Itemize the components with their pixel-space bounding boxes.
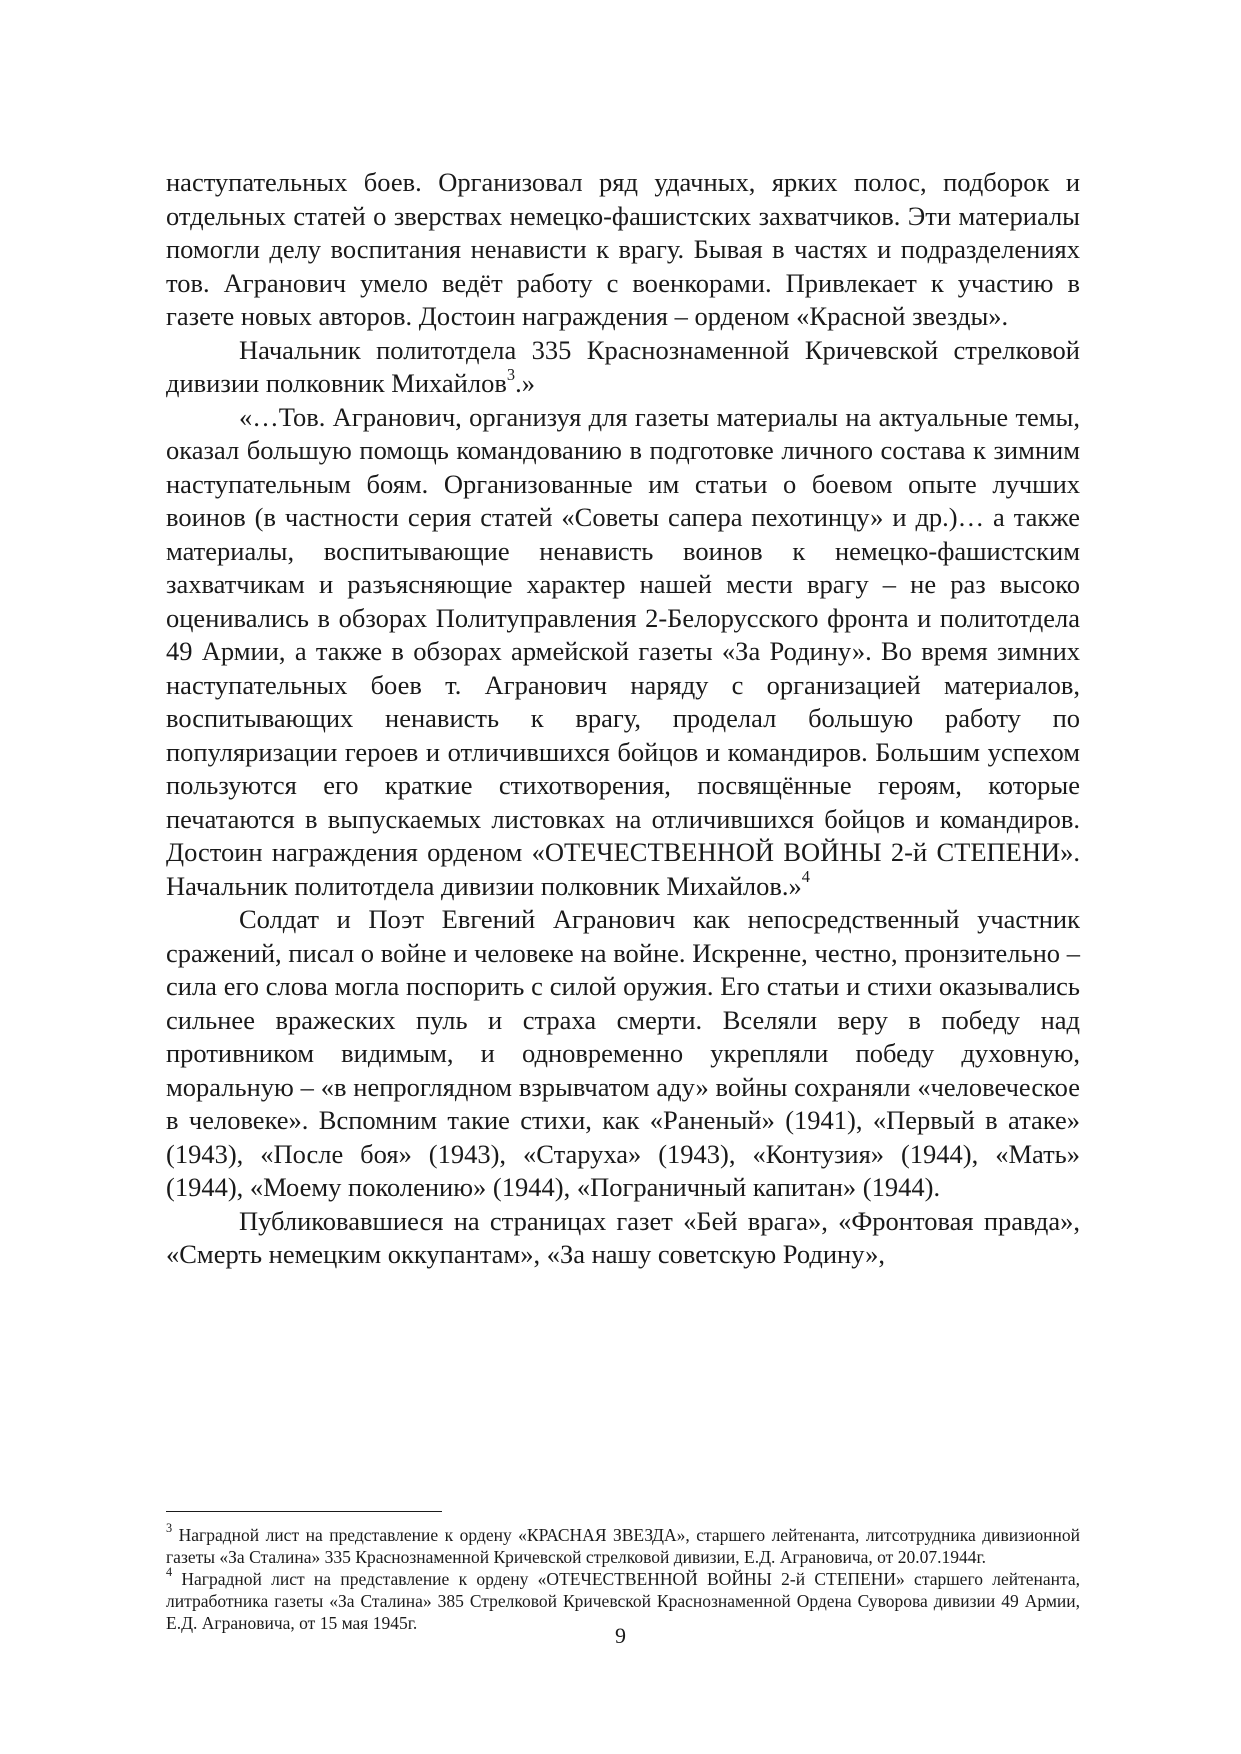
footnotes [166,1521,1080,1634]
paragraph-2 [166,334,1080,401]
footnote-4-number: 4 [166,1565,173,1580]
paragraph-3 [166,401,1080,904]
paragraph-1: наступательных боев. Организовал ряд удачных, ярких полос, подборок и отдельных статей о зверствах немецко-фашистских захватчиков. Эти материалы помогли делу воспитания ненависти к врагу. Бывая в частях и подразделениях тов. Агранович умело ведёт работу с военкорами. Привлекает к участию в газете новых авторов. Достоин награждения – орденом «Красной звезды». [166,167,1080,331]
footnote-ref-4[interactable]: 4 [801,867,810,887]
footnote-ref-3[interactable]: 3 [506,364,516,384]
paragraph-2-text: Начальник политотдела 335 Краснознаменной Кричевской стрелковой дивизии полковник Михайлов [166,334,1080,398]
body-text [166,166,1080,1272]
page-number: 9 [615,1623,626,1648]
paragraph-4: Солдат и Поэт Евгений Агранович как непосредственный участник сражений, писал о войне и человеке на войне. Искренне, честно, пронзительно – сила его слова могла поспорить с силой оружия. Его статьи и стихи оказывались сильнее вражеских пуль и страха смерти. Вселяли веру в победу над противником видимым, и одновременно укрепляли победу духовную, моральную – «в непроглядном взрывчатом аду» войны сохраняли «человеческое в человеке». Вспомним такие стихи, как «Раненый» (1941), «Первый в атаке» (1943), «После боя» (1943), «Старуха» (1943), «Контузия» (1944), «Мать» (1944), «Моему поколению» (1944), «Пограничный капитан» (1944). [166,904,1080,1202]
footnote-3 [166,1521,1080,1568]
footnote-4-text: Наградной лист на представление к ордену «ОТЕЧЕСТВЕННОЙ ВОЙНЫ 2-й СТЕПЕНИ» старшего лейтенанта, литработника газеты «За Сталина» 385 Стрелковой Кричевской Краснознаменной Ордена Суворова дивизии 49 Армии, Е.Д. Аграновича, от 15 мая 1945г. [166,1569,1080,1633]
footnote-3-number: 3 [166,1521,173,1536]
paragraph-3-text: «…Тов. Агранович, организуя для газеты материалы на актуальные темы, оказал большую помощь командованию в подготовке личного состава к зимним наступательным боям. Организованные им статьи о боевом опыте лучших воинов (в частности серия статей «Советы сапера пехотинцу» и др.)… а также материалы, воспитывающие ненависть воинов к немецко-фашистским захватчикам и разъясняющие характер нашей мести врагу – не раз высоко оценивались в обзорах Политуправления 2-Белорусского фронта и политотдела 49 Армии, а также в обзорах армейской газеты «За Родину». Во время зимних наступательных боев т. Агранович наряду с организацией материалов, воспитывающих ненависть к врагу, проделал большую работу по популяризации героев и отличившихся бойцов и командиров. Большим успехом пользуются его краткие стихотворения, посвящённые героям, которые печатаются в выпускаемых листовках на отличившихся бойцов и командиров. Достоин награждения орденом «ОТЕЧЕСТВЕННОЙ ВОЙНЫ 2-й СТЕПЕНИ». Начальник политотдела дивизии полковник Михайлов.» [166,401,1080,901]
footnote-divider [166,1511,442,1512]
paragraph-2-tail: .» [515,368,535,398]
paragraph-5: Публиковавшиеся на страницах газет «Бей врага», «Фронтовая правда», «Смерть немецким оккупантам», «За нашу советскую Родину», [166,1205,1080,1269]
footnote-3-text: Наградной лист на представление к ордену «КРАСНАЯ ЗВЕЗДА», старшего лейтенанта, литсотрудника дивизионной газеты «За Сталина» 335 Краснознаменной Кричевской стрелковой дивизии, Е.Д. Аграновича, от 20.07.1944г. [166,1525,1080,1567]
